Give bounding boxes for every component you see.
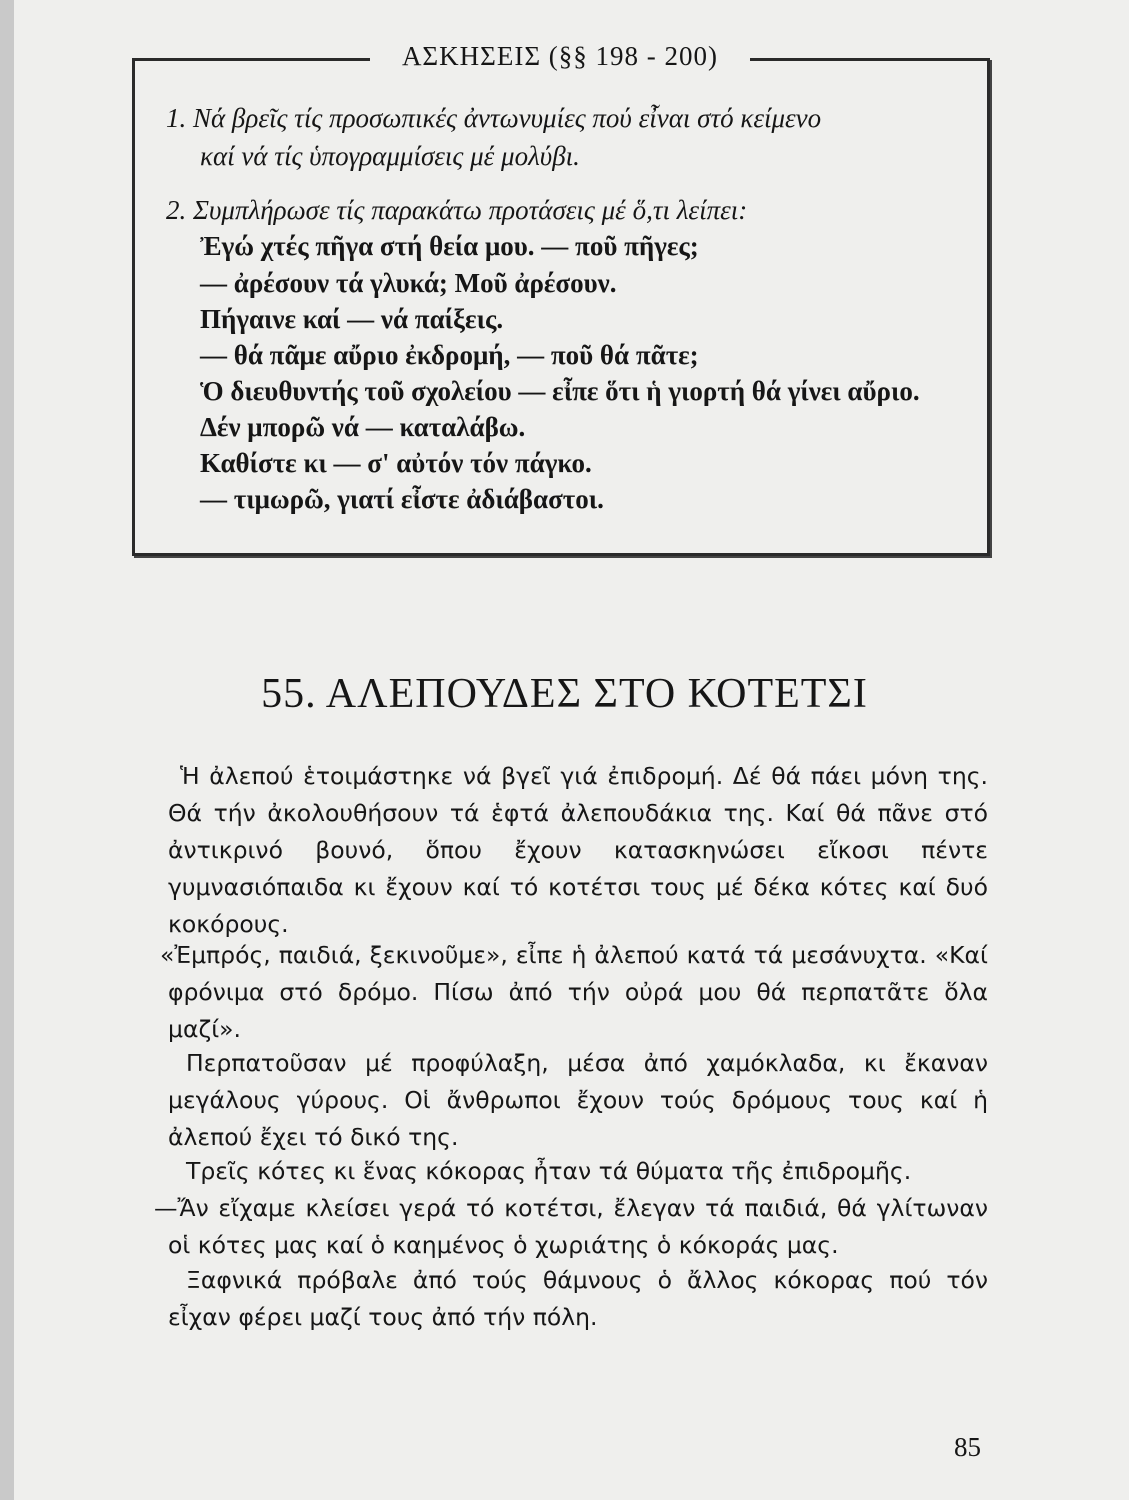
exercise-sentence: — θά πᾶμε αὔριο ἐκδρομή, — ποῦ θά πᾶτε;	[200, 340, 699, 370]
exercise-sentence: Καθίστε κι — σ' αὐτόν τόν πάγκο.	[200, 448, 592, 478]
exercise-sentence: — τιμωρῶ, γιατί εἶστε ἀδιάβαστοι.	[200, 484, 604, 514]
lesson-paragraph: «Ἐμπρός, παιδιά, ξεκινοῦμε», εἶπε ἡ ἀλεπού κατά τά μεσάνυχτα. «Καί φρόνιμα στό δρόμο. Πίσω ἀπό τήν οὐρά μου θά περπατᾶτε ὅλα μαζί».	[160, 941, 988, 1043]
lesson-paragraph: —Ἄν εἴχαμε κλείσει γερά τό κοτέτσι, ἔλεγαν τά παιδιά, θά γλίτωναν οἱ κότες μας καί ὁ καημένος ὁ χωριάτης ὁ κόκοράς μας.	[154, 1194, 988, 1259]
exercise-1-line-1: 1. Νά βρεῖς τίς προσωπικές ἀντωνυμίες πού εἶναι στό κείμενο	[166, 103, 822, 133]
exercises-title: ΑΣΚΗΣΕΙΣ (§§ 198 - 200)	[370, 36, 750, 76]
exercise-sentence: Πήγαινε καί — νά παίξεις.	[200, 304, 504, 334]
exercise-sentence: Ἐγώ χτές πῆγα στή θεία μου. — ποῦ πῆγες;	[200, 231, 699, 261]
lesson-paragraph: Τρεῖς κότες κι ἕνας κόκορας ἦταν τά θύματα τῆς ἐπιδρομῆς.	[186, 1157, 912, 1185]
exercise-2-line-1: 2. Συμπλήρωσε τίς παρακάτω προτάσεις μέ ὅ,τι λείπει:	[166, 195, 748, 225]
exercise-sentence: Ὁ διευθυντής τοῦ σχολείου — εἶπε ὅτι ἡ γιορτή θά γίνει αὔριο.	[200, 376, 920, 406]
exercise-sentence: — ἀρέσουν τά γλυκά; Μοῦ ἀρέσουν.	[200, 268, 617, 298]
exercise-1-line-2: καί νά τίς ὑπογραμμίσεις μέ μολύβι.	[200, 141, 580, 171]
page-number: 85	[954, 1432, 981, 1462]
exercise-sentence: Δέν μπορῶ νά — καταλάβω.	[200, 412, 526, 442]
lesson-paragraph: Περπατοῦσαν μέ προφύλαξη, μέσα ἀπό χαμόκλαδα, κι ἔκαναν μεγάλους γύρους. Οἱ ἄνθρωποι ἔχουν τούς δρόμους τους καί ἡ ἀλεπού ἔχει τό δικό της.	[168, 1049, 988, 1151]
lesson-paragraph: Ἡ ἀλεπού ἑτοιμάστηκε νά βγεῖ γιά ἐπιδρομή. Δέ θά πάει μόνη της. Θά τήν ἀκολουθήσουν τά ἑφτά ἀλεπουδάκια της. Καί θά πᾶνε στό ἀντικρινό βουνό, ὅπου ἔχουν κατασκηνώσει εἴκοσι πέντε γυμνασιόπαιδα κι ἔχουν καί τό κοτέτσι τους μέ δέκα κότες καί δυό κοκόρους.	[168, 762, 988, 938]
lesson-title: 55. ΑΛΕΠΟΥΔΕΣ ΣΤΟ ΚΟΤΕΤΣΙ	[261, 671, 868, 717]
lesson-paragraph: Ξαφνικά πρόβαλε ἀπό τούς θάμνους ὁ ἄλλος κόκορας πού τόν εἶχαν φέρει μαζί τους ἀπό τήν πόλη.	[168, 1266, 988, 1331]
